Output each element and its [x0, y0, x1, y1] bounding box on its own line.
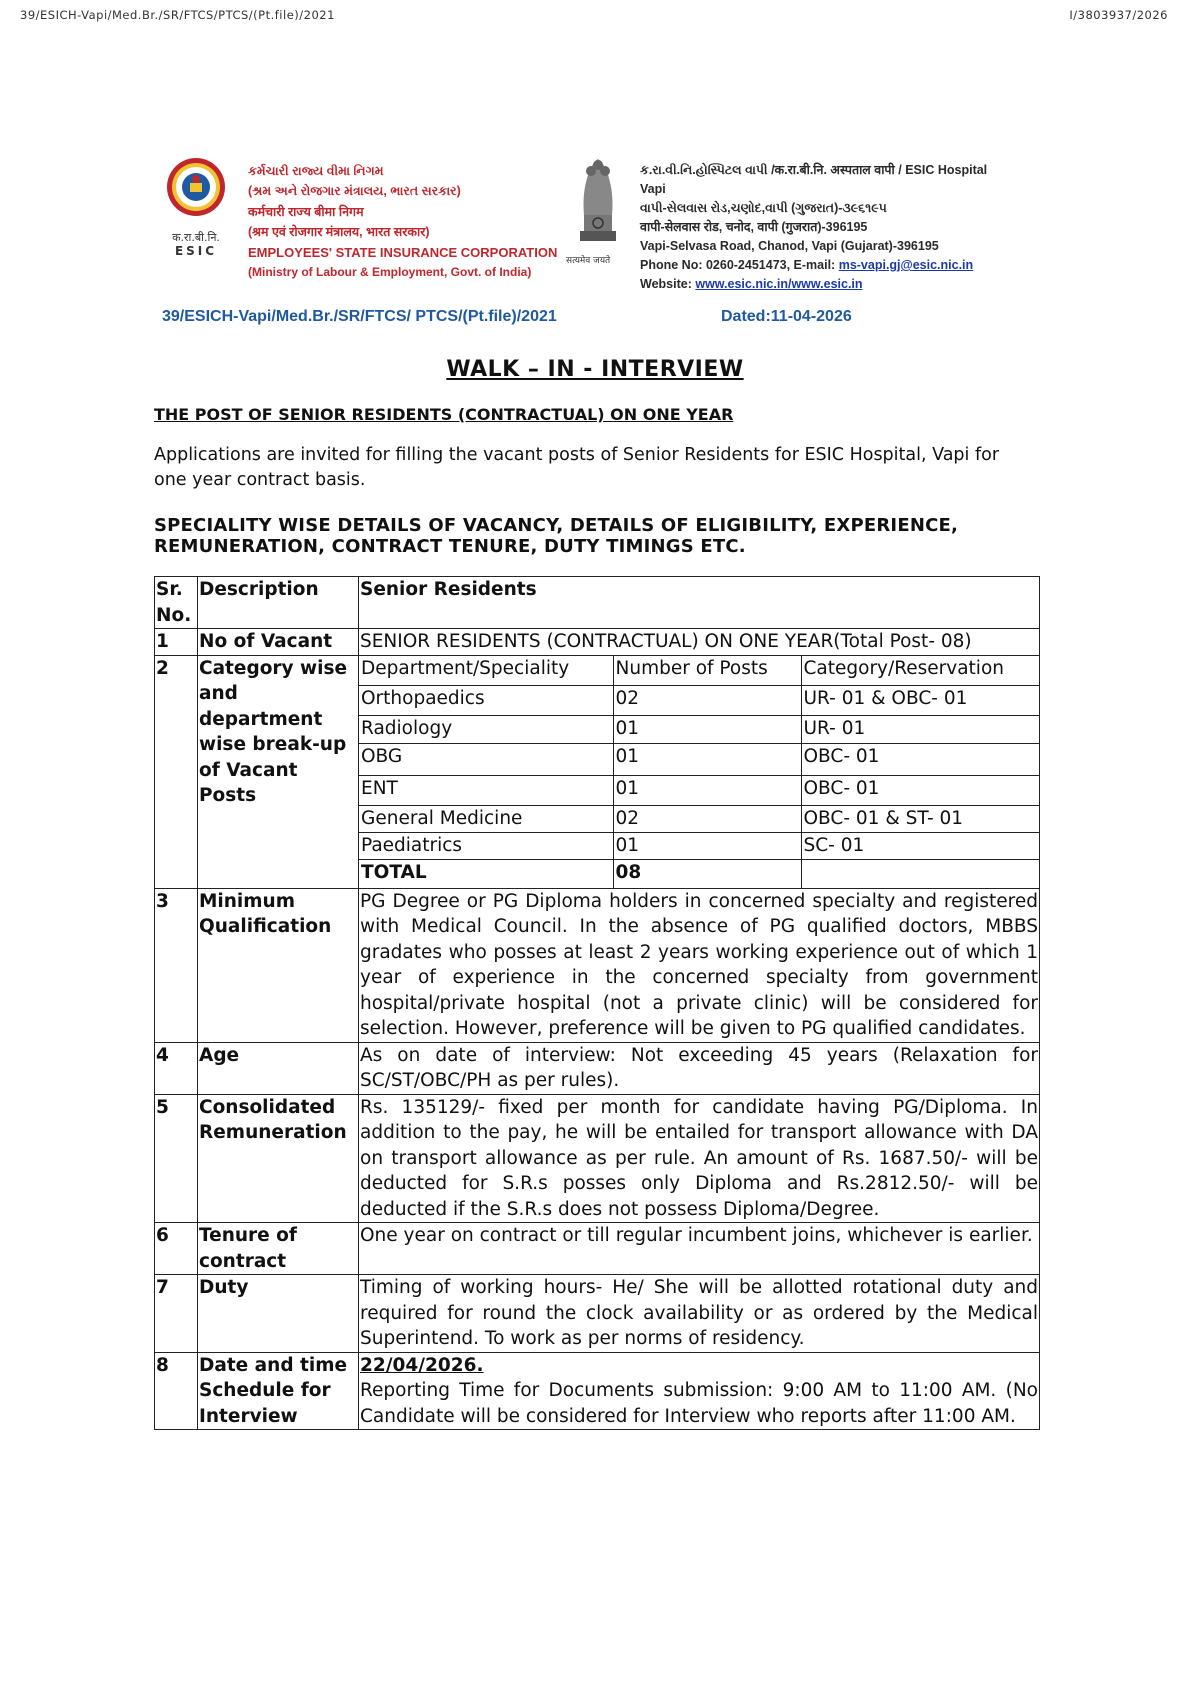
dept: Orthopaedics: [359, 686, 613, 716]
org-ministry-hindi: (श्रम एवं रोजगार मंत्रालय, भारत सरकार): [248, 224, 430, 239]
category: OBC- 01: [801, 776, 1039, 806]
description: Date and time Schedule for Interview: [198, 1352, 359, 1430]
website-link[interactable]: www.esic.nic.in/www.esic.in: [695, 277, 863, 291]
page-subtitle: THE POST OF SENIOR RESIDENTS (CONTRACTUAL) ON ONE YEAR: [154, 405, 734, 424]
table-row: [155, 655, 1040, 888]
contact-line: [640, 256, 987, 275]
posts: 02: [613, 806, 801, 833]
sr-no: 3: [155, 888, 198, 1042]
description: Consolidated Remuneration: [198, 1094, 359, 1223]
qualification-value: PG Degree or PG Diploma holders in concerned specialty and registered with Medical Council. In the absence of PG qualified doctors, MBBS gradates who posses at least 2 years working experience out of which 1 year of experience in the concerned specialty from government hospital/private hospital (not a private clinic) will be considered for selection. However, preference will be given to PG qualified candidates.: [359, 888, 1040, 1042]
posts: 01: [613, 833, 801, 860]
breakup-row: [359, 806, 1039, 833]
interview-schedule-cell: [359, 1352, 1040, 1430]
table-row: [155, 629, 1040, 656]
sr-no: 8: [155, 1352, 198, 1430]
sr-no: 5: [155, 1094, 198, 1223]
sr-no: 6: [155, 1223, 198, 1275]
org-name-gujarati: કર્મચારી રાજ્ય વીમા નિગમ: [248, 164, 384, 178]
hospital-city: Vapi: [640, 182, 666, 196]
total-value: 08: [613, 860, 801, 888]
letterhead-org-block: [248, 161, 557, 282]
breakup-row: [359, 833, 1039, 860]
dept: Paediatrics: [359, 833, 613, 860]
breakup-row: [359, 744, 1039, 776]
description: Tenure of contract: [198, 1223, 359, 1275]
header-sr-no: Sr. No.: [155, 577, 198, 629]
running-header-right: I/3803937/2026: [1069, 8, 1168, 22]
dept: General Medicine: [359, 806, 613, 833]
posts: 01: [613, 716, 801, 744]
dept: ENT: [359, 776, 613, 806]
dept: OBG: [359, 744, 613, 776]
letterhead: [162, 153, 1032, 291]
reference-number: 39/ESICH-Vapi/Med.Br./SR/FTCS/ PTCS/(Pt.file)/2021: [162, 308, 557, 325]
address-gujarati: વાપી-સેલવાસ રોડ,ચણોદ,વાપી (ગુજરાત)-૩૯૬૧૯૫: [640, 201, 887, 215]
dated: Dated:11-04-2026: [721, 308, 852, 325]
breakup-header-dept: Department/Speciality: [359, 656, 613, 686]
table-row: [155, 888, 1040, 1042]
esic-logo-icon: [166, 157, 226, 217]
category: OBC- 01: [801, 744, 1039, 776]
total-label: TOTAL: [359, 860, 613, 888]
national-emblem-icon: [574, 153, 622, 249]
duty-value: Timing of working hours- He/ She will be allotted rotational duty and required for round the clock availability or as ordered by the Medical Superintend. To work as per norms of residency.: [359, 1275, 1040, 1353]
category: UR- 01 & OBC- 01: [801, 686, 1039, 716]
table-row: [155, 1352, 1040, 1430]
address-hindi: वापी-सेलवास रोड, चनोद, वापी (गुजरात)-396195: [640, 220, 868, 234]
description: Duty: [198, 1275, 359, 1353]
org-name-hindi: कर्मचारी राज्य बीमा निगम: [248, 204, 364, 219]
dept: Radiology: [359, 716, 613, 744]
esic-caption-english: ESIC: [174, 244, 218, 259]
sr-no: 7: [155, 1275, 198, 1353]
description: No of Vacant: [198, 629, 359, 656]
vacancy-value: SENIOR RESIDENTS (CONTRACTUAL) ON ONE YEAR(Total Post- 08): [359, 629, 1040, 656]
interview-schedule-value: Reporting Time for Documents submission: 9:00 AM to 11:00 AM. (No Candidate will be considered for Interview who reports after 11:00 AM.: [360, 1380, 1038, 1427]
intro-paragraph: Applications are invited for filling the vacant posts of Senior Residents for ESIC Hospital, Vapi for one year contract basis.: [154, 445, 1000, 490]
description: Age: [198, 1042, 359, 1094]
esic-caption: [162, 231, 230, 259]
hospital-name: ક.રા.વી.નિ.હોસ્પિટલ વાપી /क.रा.बी.नि. अस्पताल वापी / ESIC Hospital: [640, 163, 988, 177]
tenure-value: One year on contract or till regular incumbent joins, whichever is earlier.: [359, 1223, 1040, 1275]
running-header-left: 39/ESICH-Vapi/Med.Br./SR/FTCS/PTCS/(Pt.file)/2021: [20, 8, 335, 22]
esic-caption-hindi: क.रा.बी.नि.: [172, 231, 220, 244]
org-name-english: EMPLOYEES' STATE INSURANCE CORPORATION: [248, 245, 558, 260]
table-header-row: [155, 577, 1040, 629]
description: Minimum Qualification: [198, 888, 359, 1042]
table-row: [155, 1223, 1040, 1275]
breakup-cell: [359, 655, 1040, 888]
breakup-row: [359, 716, 1039, 744]
breakup-total-row: [359, 860, 1039, 888]
speciality-heading: SPECIALITY WISE DETAILS OF VACANCY, DETAILS OF ELIGIBILITY, EXPERIENCE, REMUNERATION, CONTRACT TENURE, DUTY TIMINGS ETC.: [154, 515, 959, 557]
sr-no: 1: [155, 629, 198, 656]
table-row: [155, 1275, 1040, 1353]
breakup-header-category: Category/Reservation: [801, 656, 1039, 686]
posts: 01: [613, 776, 801, 806]
remuneration-value: Rs. 135129/- fixed per month for candidate having PG/Diploma. In addition to the pay, he will be entailed for transport allowance with DA on transport allowance as per rule. An amount of Rs. 1687.50/- will be deducted for S.R.s posses only Diploma and Rs.2812.50/- will be deducted if the S.R.s does not possess Diploma/Degree.: [359, 1094, 1040, 1223]
total-empty: [801, 860, 1039, 888]
interview-date: 22/04/2026.: [360, 1354, 484, 1376]
breakup-table: [359, 656, 1039, 888]
org-ministry-english: (Ministry of Labour & Employment, Govt. of India): [248, 265, 532, 280]
email-link[interactable]: ms-vapi.gj@esic.nic.in: [838, 258, 974, 272]
posts: 01: [613, 744, 801, 776]
org-ministry-gujarati: (શ્રમ અને રોજગાર મંત્રાલય, ભારત સરકાર): [248, 184, 461, 199]
address-english: Vapi-Selvasa Road, Chanod, Vapi (Gujarat)-396195: [640, 239, 939, 253]
posts: 02: [613, 686, 801, 716]
category: OBC- 01 & ST- 01: [801, 806, 1039, 833]
emblem-caption: सत्यमेव जयते: [566, 256, 611, 266]
description: Category wise and department wise break-up of Vacant Posts: [198, 655, 359, 888]
breakup-row: [359, 776, 1039, 806]
sr-no: 4: [155, 1042, 198, 1094]
category: SC- 01: [801, 833, 1039, 860]
header-senior-residents: Senior Residents: [359, 577, 1040, 629]
website-line: [640, 275, 987, 294]
website-label: Website:: [640, 277, 696, 291]
age-value: As on date of interview: Not exceeding 45 years (Relaxation for SC/ST/OBC/PH as per rules).: [359, 1042, 1040, 1094]
breakup-header-row: [359, 656, 1039, 686]
table-row: [155, 1042, 1040, 1094]
breakup-row: [359, 686, 1039, 716]
breakup-header-posts: Number of Posts: [613, 656, 801, 686]
category: UR- 01: [801, 716, 1039, 744]
vacancy-table: [154, 576, 1040, 1430]
phone-label: Phone No: 0260-2451473, E-mail:: [640, 258, 839, 272]
page-title: WALK – IN - INTERVIEW: [446, 357, 744, 382]
hospital-address-block: [640, 161, 987, 294]
table-row: [155, 1094, 1040, 1223]
header-description: Description: [198, 577, 359, 629]
sr-no: 2: [155, 655, 198, 888]
